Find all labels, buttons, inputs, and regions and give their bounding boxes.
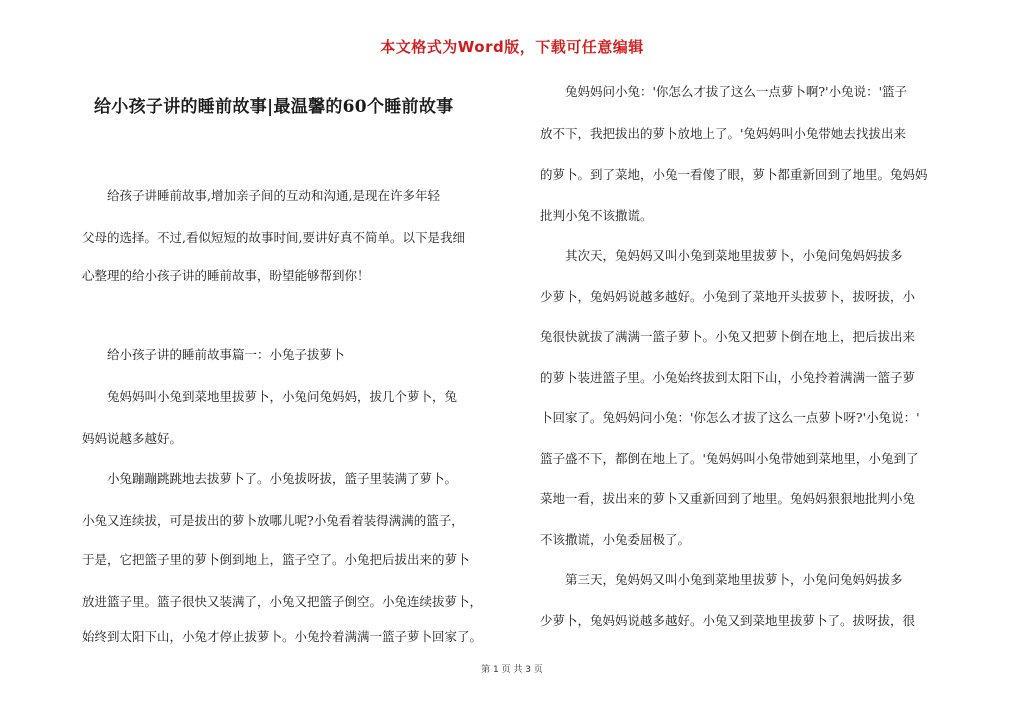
text-line: 给孩子讲睡前故事,增加亲子间的互动和沟通,是现在许多年轻 [82, 188, 440, 203]
text-line: 其次天，兔妈妈又叫小兔到菜地里拔萝卜，小兔问兔妈妈拔多 [540, 248, 903, 263]
text-line: 的萝卜装进篮子里。小兔始终拔到太阳下山，小兔拎着满满一篮子萝 [540, 370, 916, 385]
text-line: 少萝卜，兔妈妈说越多越好。小兔又到菜地里拔萝卜了。拔呀拔，很 [540, 613, 916, 628]
text-line: 兔妈妈问小兔：'你怎么才拔了这么一点萝卜啊?'小兔说：'篮子 [540, 84, 908, 99]
text-line: 小兔又连续拔，可是拔出的萝卜放哪儿呢?小兔看着装得满满的篮子， [82, 513, 464, 528]
document-title: 给小孩子讲的睡前故事|最温馨的60个睡前故事 [94, 97, 454, 117]
text-line: 心整理的给小孩子讲的睡前故事，盼望能够帮到你！ [82, 268, 370, 283]
page-number: 第 1 页 共 3 页 [481, 665, 543, 675]
text-line: 少萝卜，兔妈妈说越多越好。小兔到了菜地开头拔萝卜，拔呀拔，小 [540, 289, 916, 304]
text-line: 菜地一看，拔出来的萝卜又重新回到了地里。兔妈妈狠狠地批判小兔 [540, 491, 916, 506]
text-line: 小兔蹦蹦跳跳地去拔萝卜了。小兔拔呀拔，篮子里装满了萝卜。 [82, 471, 458, 486]
text-line: 放不下，我把拔出的萝卜放地上了。'兔妈妈叫小兔带她去找拔出来 [540, 126, 906, 141]
section-heading: 给小孩子讲的睡前故事篇一：小兔子拔萝卜 [82, 347, 345, 362]
text-line: 放进篮子里。篮子很快又装满了，小兔又把篮子倒空。小兔连续拔萝卜， [82, 594, 483, 609]
text-line: 第三天，兔妈妈又叫小兔到菜地里拔萝卜，小兔问兔妈妈拔多 [540, 572, 903, 587]
edit-banner: 本文格式为Word版，下载可任意编辑 [380, 38, 644, 56]
text-line: 篮子盛不下，都倒在地上了。'兔妈妈叫小兔带她到菜地里，小兔到了 [540, 451, 919, 466]
text-line: 不该撒谎，小兔委屈极了。 [540, 532, 691, 547]
text-line: 兔妈妈叫小兔到菜地里拔萝卜，小兔问兔妈妈，拔几个萝卜，兔 [82, 389, 458, 404]
text-line: 始终到太阳下山，小兔才停止拔萝卜。小兔拎着满满一篮子萝卜回家了。 [82, 629, 483, 644]
text-line: 于是，它把篮子里的萝卜倒到地上，篮子空了。小兔把后拔出来的萝卜 [82, 552, 470, 567]
text-line: 兔很快就拔了满满一篮子萝卜。小兔又把萝卜倒在地上，把后拔出来 [540, 329, 916, 344]
text-line: 批判小兔不该撒谎。 [540, 208, 653, 223]
text-line: 卜回家了。兔妈妈问小兔：'你怎么才拔了这么一点萝卜呀?'小兔说：' [540, 410, 920, 425]
text-line: 的萝卜。到了菜地，小兔一看傻了眼，萝卜都重新回到了地里。兔妈妈 [540, 167, 928, 182]
text-line: 妈妈说越多越好。 [82, 431, 183, 446]
text-line: 父母的选择。不过,看似短短的故事时间,要讲好真不简单。以下是我细 [82, 230, 465, 245]
